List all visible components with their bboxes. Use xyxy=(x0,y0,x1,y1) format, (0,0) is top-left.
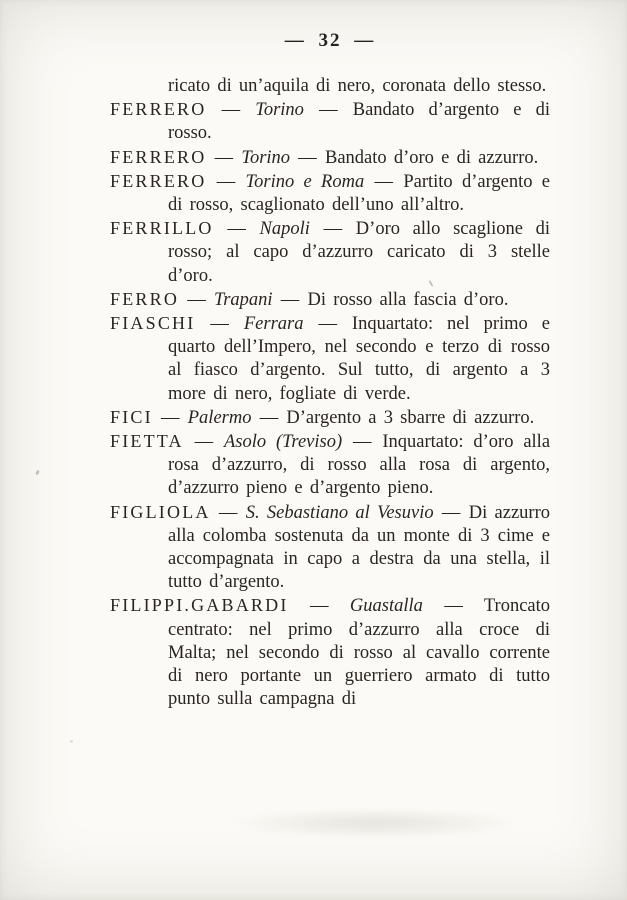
family-name: FIETTA xyxy=(110,431,184,452)
armorial-entry xyxy=(110,501,550,595)
dash-separator: — xyxy=(280,289,300,310)
place-name: Torino xyxy=(255,100,304,121)
dash-separator: — xyxy=(374,171,394,192)
blazon-description: Bandato d’oro e di azzurro. xyxy=(324,147,539,168)
blazon-description: Di rosso alla fascia d’oro. xyxy=(307,289,509,310)
armorial-entry xyxy=(110,406,550,430)
blazon-description: Troncato centrato: nel primo d’azzurro alla croce di Malta; nel secondo di rosso al cavallo corrente di nero portante un guerriero armato di tutto punto sulla campagna di xyxy=(168,596,551,710)
family-name: FERRERO xyxy=(110,99,207,120)
armorial-entry xyxy=(110,430,550,501)
dash-separator: — xyxy=(323,219,343,240)
dash-separator: — xyxy=(259,407,279,428)
family-name: FERRO xyxy=(110,288,180,309)
page-number: — 32 — xyxy=(284,30,376,51)
armorial-entry xyxy=(110,170,550,217)
place-name: Trapani xyxy=(213,289,273,310)
blazon-description: Inquartato: d’oro alla rosa d’azzurro, di rosso alla rosa di argento, d’azzurro pieno e d’argento pieno. xyxy=(168,432,551,499)
dash-separator: — xyxy=(187,289,206,310)
dash-separator: — xyxy=(216,171,236,192)
dash-separator: — xyxy=(441,502,461,523)
armorial-text-block xyxy=(0,75,627,711)
armorial-entry xyxy=(110,217,550,288)
dash-separator: — xyxy=(227,219,246,240)
armorial-entry xyxy=(110,312,550,406)
dash-separator: — xyxy=(444,596,463,617)
scan-speck xyxy=(70,740,73,743)
armorial-entry xyxy=(110,288,550,312)
family-name: FERRILLO xyxy=(110,218,214,239)
place-name: Torino e Roma xyxy=(245,171,365,192)
family-name: FERRERO xyxy=(110,146,207,167)
dash-separator: — xyxy=(194,432,214,453)
place-name: Palermo xyxy=(187,407,252,428)
armorial-entry xyxy=(110,146,550,170)
dash-separator: — xyxy=(214,147,234,168)
dash-separator: — xyxy=(161,407,180,428)
family-name: FIASCHI xyxy=(110,313,196,334)
dash-separator: — xyxy=(221,100,241,121)
scan-smudge xyxy=(225,808,525,838)
place-name: Torino xyxy=(241,147,291,168)
blazon-description: Inquartato: nel primo e quarto dell’Impero, nel secondo e terzo di rosso al fiasco d’argento. Sul tutto, di argento a 3 more di nero, fogliate di verde. xyxy=(168,314,550,404)
dash-separator: — xyxy=(319,100,338,121)
dash-separator: — xyxy=(210,314,229,335)
dash-separator: — xyxy=(309,596,329,617)
armorial-entry xyxy=(110,594,550,711)
blazon-description: Bandato d’argento e di rosso. xyxy=(168,100,550,144)
family-name: FICI xyxy=(110,406,153,427)
continuation-text: ricato di un’aquila di nero, coronata dello stesso. xyxy=(168,76,547,96)
blazon-description: Di azzurro alla colomba sostenuta da un monte di 3 cime e accompagnata in capo a destra da una stella, il tutto d’argento. xyxy=(168,502,550,593)
place-name: Guastalla xyxy=(349,596,423,617)
place-name: Ferrara xyxy=(243,314,304,335)
place-name: Asolo (Treviso) xyxy=(224,432,343,453)
armorial-entry xyxy=(110,98,550,145)
family-name: FIGLIOLA xyxy=(110,501,211,522)
dash-separator: — xyxy=(353,432,372,453)
continuation-paragraph xyxy=(110,75,550,98)
blazon-description: Partito d’argento e di rosso, scaglionato dell’uno all’altro. xyxy=(168,171,551,216)
dash-separator: — xyxy=(298,147,317,168)
dash-separator: — xyxy=(218,502,238,523)
place-name: Napoli xyxy=(259,219,310,240)
blazon-description: D’oro allo scaglione di rosso; al capo d’azzurro caricato di 3 stelle d’oro. xyxy=(168,219,551,286)
family-name: FILIPPI.GABARDI xyxy=(110,595,289,616)
family-name: FERRERO xyxy=(110,170,207,191)
blazon-description: D’argento a 3 sbarre di azzurro. xyxy=(286,407,535,428)
dash-separator: — xyxy=(318,314,337,335)
place-name: S. Sebastiano al Vesuvio xyxy=(245,502,434,523)
